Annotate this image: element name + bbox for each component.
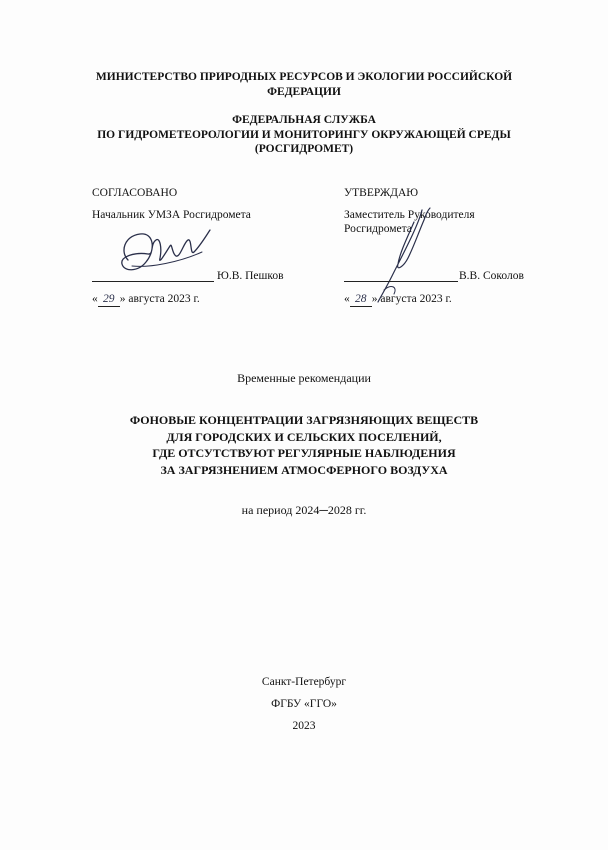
footer-org: ФГБУ «ГГО»	[271, 698, 337, 710]
right-approval-day: 28	[350, 292, 372, 307]
title-line-1: ФОНОВЫЕ КОНЦЕНТРАЦИИ ЗАГРЯЗНЯЮЩИХ ВЕЩЕСТВ	[129, 413, 479, 427]
left-approval-date: « 29 » августа 2023 г.	[92, 293, 200, 305]
document-title	[0, 412, 608, 478]
service-line-3: (РОСГИДРОМЕТ)	[254, 143, 354, 155]
ministry-line-2: ФЕДЕРАЦИИ	[267, 86, 341, 98]
left-signature-line	[92, 281, 214, 282]
right-signature-line	[344, 281, 458, 282]
left-signer-name: Ю.В. Пешков	[217, 270, 284, 282]
right-signer-name: В.В. Соколов	[459, 270, 524, 282]
footer-year: 2023	[292, 720, 316, 732]
document-period: на период 2024─2028 гг.	[241, 503, 367, 517]
right-signature	[364, 206, 444, 306]
left-approval-position: Начальник УМЗА Росгидромета	[92, 209, 251, 221]
title-line-3: ГДЕ ОТСУТСТВУЮТ РЕГУЛЯРНЫЕ НАБЛЮДЕНИЯ	[152, 446, 456, 460]
service-line-1: ФЕДЕРАЛЬНАЯ СЛУЖБА	[232, 114, 376, 126]
left-signature	[110, 222, 220, 282]
title-line-2: ДЛЯ ГОРОДСКИХ И СЕЛЬСКИХ ПОСЕЛЕНИЙ,	[166, 429, 442, 444]
right-approval-date: « 28 » августа 2023 г.	[344, 293, 452, 305]
left-approval-day: 29	[98, 292, 120, 307]
right-approval-heading: УТВЕРЖДАЮ	[344, 187, 419, 199]
ministry-header	[0, 70, 608, 100]
service-line-2: ПО ГИДРОМЕТЕОРОЛОГИИ И МОНИТОРИНГУ ОКРУЖАЮЩЕЙ СРЕДЫ	[97, 128, 511, 141]
footer-city: Санкт-Петербург	[261, 676, 347, 688]
ministry-line-1: МИНИСТЕРСТВО ПРИРОДНЫХ РЕСУРСОВ И ЭКОЛОГИИ РОССИЙСКОЙ	[95, 71, 513, 83]
right-position-line-2: Росгидромета	[344, 223, 412, 235]
document-label: Временные рекомендации	[237, 371, 371, 385]
service-header	[0, 113, 608, 157]
left-approval-heading: СОГЛАСОВАНО	[92, 187, 178, 199]
title-line-4: ЗА ЗАГРЯЗНЕНИЕМ АТМОСФЕРНОГО ВОЗДУХА	[160, 462, 448, 477]
right-position-line-1: Заместитель Руководителя	[344, 209, 475, 221]
